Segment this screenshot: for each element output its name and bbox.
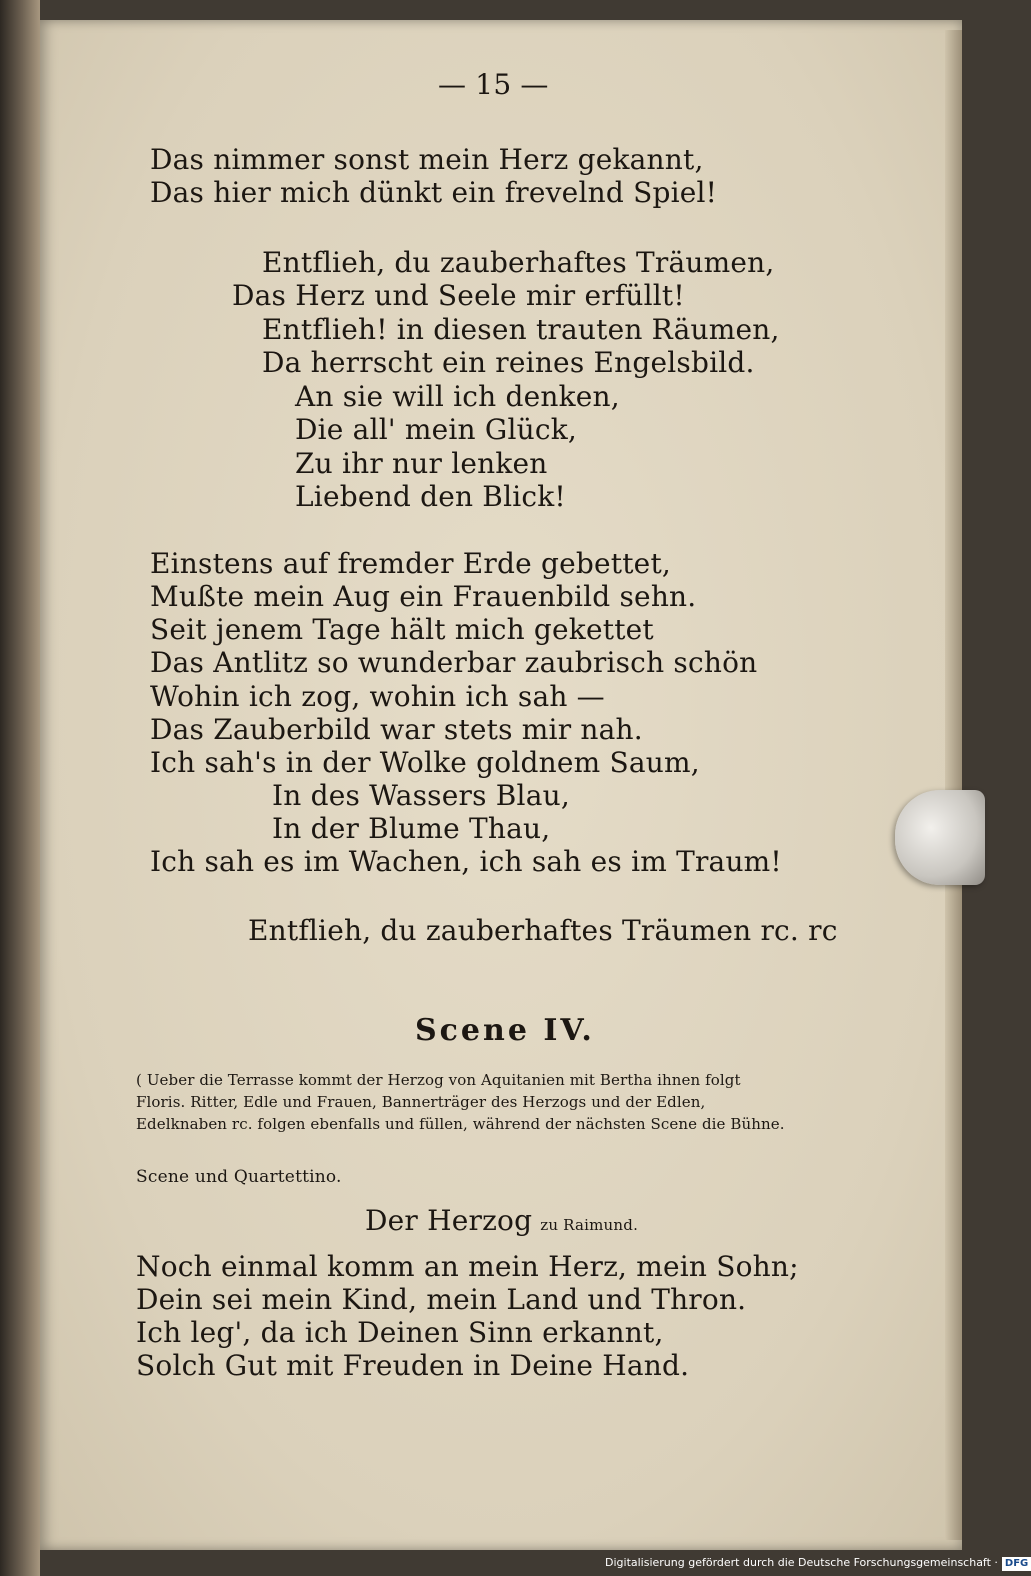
scene-type: Scene und Quartettino.	[136, 1167, 342, 1187]
verse-line: Entflieh! in diesen trauten Räumen,	[262, 313, 780, 346]
stage-direction-line: ( Ueber die Terrasse kommt der Herzog von Aquitanien mit Bertha ihnen folgt	[136, 1071, 741, 1089]
verse-line: Das nimmer sonst mein Herz gekannt,	[150, 143, 704, 176]
verse-line: Dein sei mein Kind, mein Land und Thron.	[136, 1283, 747, 1316]
verse-line: Das Zauberbild war stets mir nah.	[150, 713, 643, 746]
speaker-name: Der Herzog	[365, 1204, 533, 1237]
page-edge	[945, 30, 962, 1540]
verse-line: Einstens auf fremder Erde gebettet,	[150, 547, 671, 580]
verse-line: Zu ihr nur lenken	[295, 447, 548, 480]
verse-line: Das Herz und Seele mir erfüllt!	[232, 279, 685, 312]
verse-line: Liebend den Blick!	[295, 480, 566, 513]
verse-line: Ich sah's in der Wolke goldnem Saum,	[150, 746, 700, 779]
book-gutter	[0, 0, 40, 1576]
verse-line: Solch Gut mit Freuden in Deine Hand.	[136, 1349, 690, 1382]
scene-title: Scene IV.	[415, 1013, 595, 1048]
verse-line: Wohin ich zog, wohin ich sah —	[150, 680, 605, 713]
dfg-logo: DFG	[1002, 1557, 1031, 1571]
verse-line: In des Wassers Blau,	[272, 779, 570, 812]
digitization-footer	[605, 1550, 1029, 1576]
verse-line: Mußte mein Aug ein Frauenbild sehn.	[150, 580, 697, 613]
verse-line: Entflieh, du zauberhaftes Träumen,	[262, 246, 775, 279]
footer-text: Digitalisierung gefördert durch die Deutsche Forschungsgemeinschaft ·	[605, 1556, 998, 1569]
verse-line: Da herrscht ein reines Engelsbild.	[262, 346, 755, 379]
verse-refrain: Entflieh, du zauberhaftes Träumen rc. rc	[248, 914, 838, 947]
verse-line: In der Blume Thau,	[272, 812, 551, 845]
verse-line: Seit jenem Tage hält mich gekettet	[150, 613, 654, 646]
verse-line: Das hier mich dünkt ein frevelnd Spiel!	[150, 176, 718, 209]
speaker-heading	[365, 1204, 638, 1242]
verse-line: Noch einmal komm an mein Herz, mein Sohn;	[136, 1250, 799, 1283]
stage-direction-line: Edelknaben rc. folgen ebenfalls und füllen, während der nächsten Scene die Bühne.	[136, 1115, 785, 1133]
verse-line: Das Antlitz so wunderbar zaubrisch schön	[150, 646, 758, 679]
verse-line: Ich sah es im Wachen, ich sah es im Traum!	[150, 845, 782, 878]
page-clip	[895, 790, 985, 885]
speaker-note: zu Raimund.	[540, 1216, 639, 1234]
verse-line: Ich leg', da ich Deinen Sinn erkannt,	[136, 1316, 664, 1349]
page-number: — 15 —	[438, 68, 549, 101]
verse-line: Die all' mein Glück,	[295, 413, 577, 446]
verse-line: An sie will ich denken,	[295, 380, 620, 413]
stage-direction-line: Floris. Ritter, Edle und Frauen, Bannerträger des Herzogs und der Edlen,	[136, 1093, 706, 1111]
